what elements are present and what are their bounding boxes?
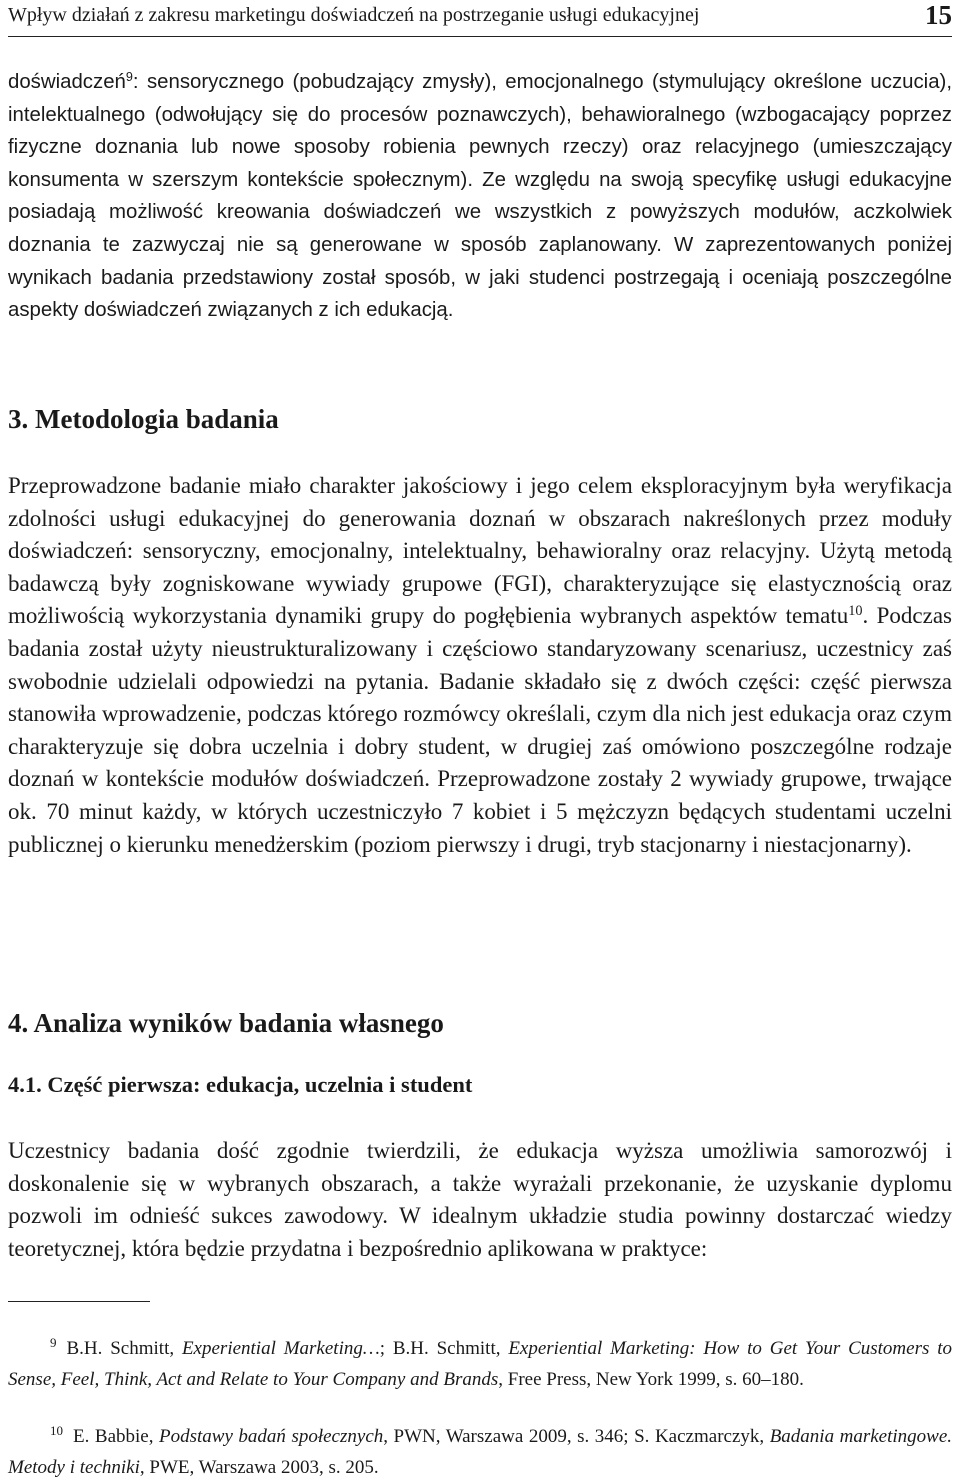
footnote-9 xyxy=(8,1334,952,1394)
footnote-title: Experiential Marketing: How to Get Your Customers to Sense, Feel, Think, Act and Relate to Your Company and Brands xyxy=(8,1338,952,1390)
footnote-text: B.H. Schmitt, xyxy=(66,1338,182,1359)
running-header xyxy=(8,0,952,37)
footnote-text: , Free Press, New York 1999, s. 60–180. xyxy=(498,1368,804,1390)
methodology-paragraph xyxy=(8,470,952,861)
methodology-text-rest: . Podczas badania został użyty nieustrukturalizowany i częściowo standaryzowany scenariusz, uczestnicy zaś swobodnie udzielali odpowiedzi na pytania. Badanie składało się z dwóch części: część pierwsza stanowiła wprowadzenie, podczas którego rozmówcy określali, czym dla nich jest edukacja oraz czym charakteryzuje się dobra uczelnia i dobry student, w drugiej zaś omówiono poszczególne rodzaje doznań w kontekście modułów doświadczeń. Przeprowadzone zostały 2 wywiady grupowe, trwające ok. 70 minut każdy, w których uczestniczyło 7 kobiet i 5 mężczyzn będących studentami uczelni publicznej o kierunku menedżerskim (poziom pierwszy i drugi, tryb stacjonarny i niestacjonarny). xyxy=(8,603,952,857)
intro-paragraph xyxy=(8,66,952,327)
footnote-text: , PWN, Warszawa 2009, s. 346; S. Kaczmarczyk, xyxy=(383,1426,770,1447)
footnote-text: ; B.H. Schmitt, xyxy=(379,1338,509,1359)
footnote-title: Badania marketingowe. Metody i techniki xyxy=(8,1426,953,1478)
footnote-text: E. Babbie, xyxy=(73,1426,159,1447)
footnote-number: 10 xyxy=(50,1423,63,1438)
section-heading-analysis: 4. Analiza wyników badania własnego xyxy=(8,1008,444,1038)
intro-text-rest: : sensorycznego (pobudzający zmysły), emocjonalnego (stymulujący określone uczucia), intelektualnego (odwołujący się do procesów poznawczych), behawioralnego (wzbogacający poprzez fizyczne doznania lub nowe sposoby robienia pewnych rzeczy) oraz relacyjnego (umieszczający konsumenta w szerszym kontekście społecznym). Ze względu na swoją specyfikę usługi edukacyjne posiadają możliwość kreowania doświadczeń we wszystkich z powyższych modułów, aczkolwiek doznania te zazwyczaj nie są generowane w sposób zaplanowany. W zaprezentowanych poniżej wynikach badania przedstawiony został sposób, w jaki studenci postrzegają i oceniają poszczególne aspekty doświadczeń związanych z ich edukacją. xyxy=(8,71,952,322)
subsection-heading-part-one: 4.1. Część pierwsza: edukacja, uczelnia i student xyxy=(8,1072,473,1097)
analysis-paragraph: Uczestnicy badania dość zgodnie twierdzili, że edukacja wyższa umożliwia samorozwój i doskonalenie się w wybranych obszarach, a także wyrażali przekonanie, że uzyskanie dyplomu pozwoli im odnieść sukces zawodowy. W idealnym układzie studia powinny dostarczać wiedzy teoretycznej, która będzie przydatna i bezpośrednio aplikowana w praktyce: xyxy=(8,1138,952,1261)
footnote-number: 9 xyxy=(50,1335,57,1350)
footnote-text: , PWE, Warszawa 2003, s. 205. xyxy=(139,1456,379,1478)
intro-text-start: doświadczeń xyxy=(8,71,126,93)
footnote-title: Experiential Marketing… xyxy=(181,1338,380,1359)
running-title: Wpływ działań z zakresu marketingu doświadczeń na postrzeganie usługi edukacyjnej xyxy=(8,4,700,26)
section-heading-methodology: 3. Metodologia badania xyxy=(8,404,279,434)
footnote-ref-10[interactable]: 10 xyxy=(848,603,863,620)
footnote-separator xyxy=(8,1301,150,1302)
methodology-text-start: Przeprowadzone badanie miało charakter jakościowy i jego celem eksploracyjnym była weryfikacja zdolności usługi edukacyjnej do generowania doznań w obszarach nakreślonych przez moduły doświadczeń: sensoryczny, emocjonalny, intelektualny, behawioralny oraz relacyjny. Użytą metodą badawczą były zogniskowane wywiady grupowe (FGI), charakteryzujące się elastycznością oraz możliwością wykorzystania dynamiki grupy do pogłębienia wybranych aspektów tematu xyxy=(8,473,952,629)
footnote-title: Podstawy badań społecznych xyxy=(159,1426,384,1447)
footnote-10 xyxy=(8,1422,952,1482)
footnote-ref-9[interactable]: 9 xyxy=(125,70,133,85)
page-number: 15 xyxy=(925,0,952,30)
